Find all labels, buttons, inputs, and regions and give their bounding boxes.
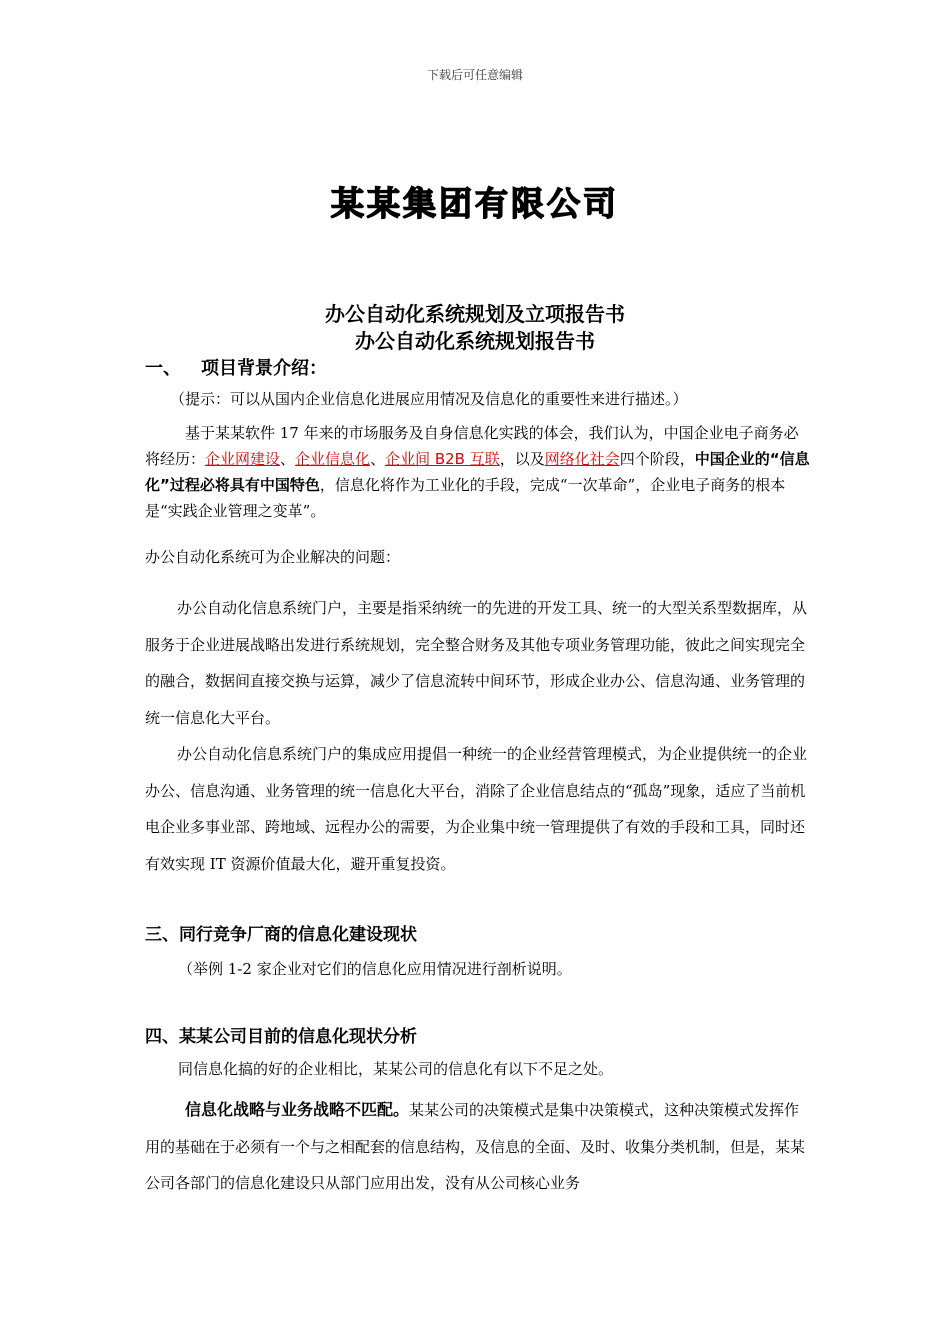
- section-4-paragraph: [145, 1092, 810, 1202]
- section-4-intro: 同信息化搞的好的企业相比，某某公司的信息化有以下不足之处。: [178, 1060, 614, 1078]
- report-title: 办公自动化系统规划及立项报告书: [325, 302, 625, 326]
- paragraph-text: ，信息化将作为工业化的手段，完成“一次革命”，企业电子商务的根本是“实践企业管理之变革”。: [145, 476, 786, 520]
- section-3-hint: （举例 1-2 家企业对它们的信息化应用情况进行剖析说明。: [178, 960, 572, 978]
- paragraph-text: 基于某某软件 17 年来的市场服务及自身信息化实践的体会，我们认为，中国企业电子商务必将经历：: [145, 424, 799, 468]
- paragraph-lead: 信息化战略与业务战略不匹配。: [185, 1100, 410, 1119]
- separator: 、: [280, 450, 296, 468]
- emphasis-text: 中国企业的“信息化”过程必将具有中国特色: [145, 450, 810, 494]
- paragraph-text: 四个阶段，: [619, 450, 695, 468]
- report-subtitle: 办公自动化系统规划报告书: [355, 329, 595, 353]
- section-1-hint: （提示：可以从国内企业信息化进展应用情况及信息化的重要性来进行描述。）: [170, 390, 688, 408]
- header-note: 下载后可任意编辑: [426, 68, 523, 82]
- section-1-number: 一、: [145, 358, 181, 379]
- paragraph-oa-integration: 办公自动化信息系统门户的集成应用提倡一种统一的企业经营管理模式，为企业提供统一的企业办公、信息沟通、业务管理的统一信息化大平台，消除了企业信息结点的“孤岛”现象，适应了当前机电企业多事业部、跨地域、远程办公的需要，为企业集中统一管理提供了有效的手段和工具，同时还有效实现 IT 资源价值最大化，避开重复投资。: [145, 745, 808, 873]
- problems-line: 办公自动化系统可为企业解决的问题：: [145, 548, 401, 566]
- section-1-title: 项目背景介绍：: [201, 358, 327, 379]
- separator: 、: [370, 450, 386, 468]
- link-enterprise-informatization[interactable]: 企业信息化: [295, 450, 371, 468]
- link-b2b-interconnect[interactable]: 企业间 B2B 互联: [385, 450, 500, 468]
- section-3-heading: 三、同行竞争厂商的信息化建设现状: [145, 925, 417, 945]
- link-enterprise-network[interactable]: 企业网建设: [205, 450, 281, 468]
- paragraph-oa-portal: 办公自动化信息系统门户，主要是指采纳统一的先进的开发工具、统一的大型关系型数据库，从服务于企业进展战略出发进行系统规划，完全整合财务及其他专项业务管理功能，彼此之间实现完全的融合，数据间直接交换与运算，减少了信息流转中间环节，形成企业办公、信息沟通、业务管理的统一信息化大平台。: [145, 599, 808, 727]
- section-1-heading: [145, 354, 810, 380]
- paragraph-text: ，以及: [499, 450, 545, 468]
- paragraph-text: 某某公司的决策模式是集中决策模式，这种决策模式发挥作用的基础在于必须有一个与之相配套的信息结构，及信息的全面、及时、收集分类机制，但是，某某公司各部门的信息化建设只从部门应用出发，没有从公司核心业务: [145, 1101, 806, 1192]
- section-4-heading: 四、某某公司目前的信息化现状分析: [145, 1027, 417, 1047]
- section-1-paragraph: [145, 420, 810, 524]
- link-networked-society[interactable]: 网络化社会: [544, 450, 620, 468]
- company-title: 某某集团有限公司: [331, 184, 619, 223]
